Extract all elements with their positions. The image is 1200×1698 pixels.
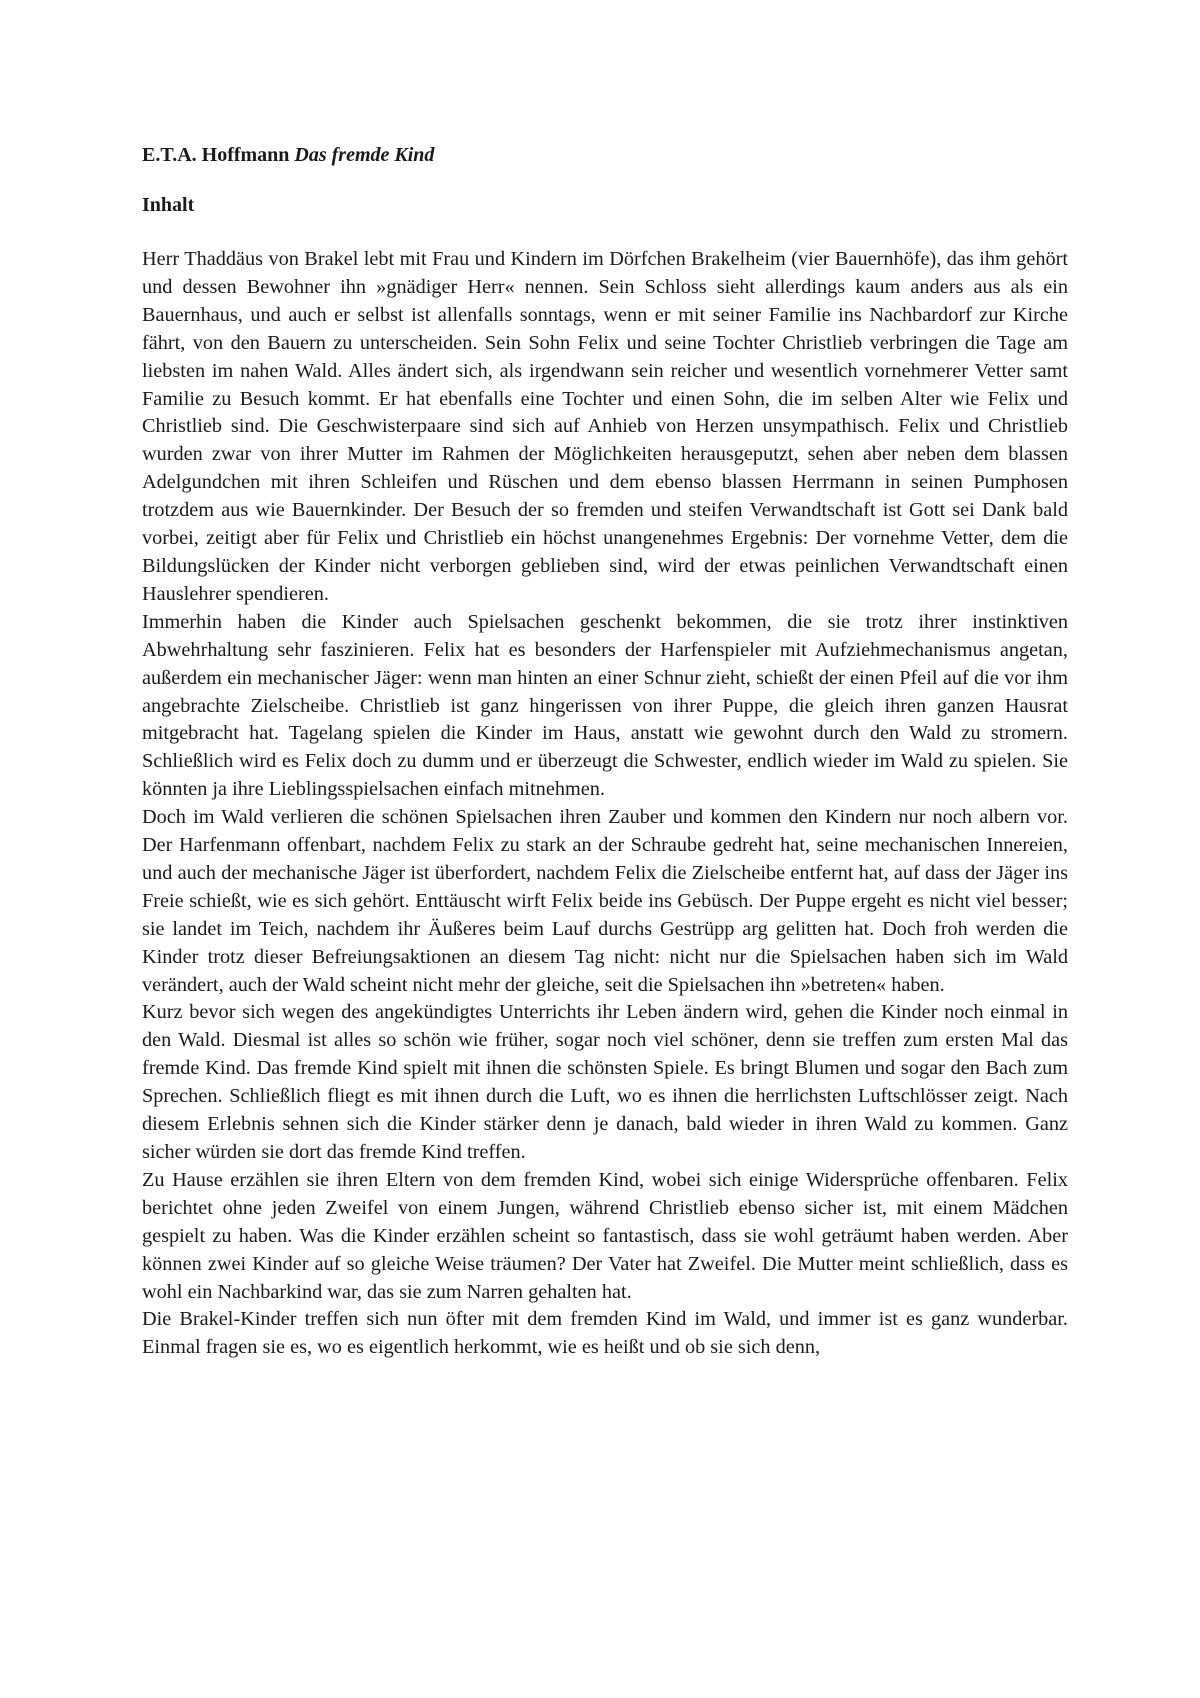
title-author: E.T.A. Hoffmann [142, 144, 290, 166]
paragraph: Immerhin haben die Kinder auch Spielsachen geschenkt bekommen, die sie trotz ihrer instinktiven Abwehrhaltung sehr faszinieren. Felix hat es besonders der Harfenspieler mit Aufziehmechanismus angetan, außerdem ein mechanischer Jäger: wenn man hinten an einer Schnur zieht, schießt der einen Pfeil auf die vor ihm angebrachte Zielscheibe. Christlieb ist ganz hingerissen von ihrer Puppe, die gleich ihren ganzen Hausrat mitgebracht hat. Tagelang spielen die Kinder im Haus, anstatt wie gewohnt durch den Wald zu stromern. Schließlich wird es Felix doch zu dumm und er überzeugt die Schwester, endlich wieder im Wald zu spielen. Sie könnten ja ihre Lieblingsspielsachen einfach mitnehmen. [142, 610, 1068, 801]
paragraph: Herr Thaddäus von Brakel lebt mit Frau und Kindern im Dörfchen Brakelheim (vier Bauernhöfe), das ihm gehört und dessen Bewohner ihn »gnädiger Herr« nennen. Sein Schloss sieht allerdings kaum anders aus als ein Bauernhaus, und auch er selbst ist allenfalls sonntags, wenn er mit seiner Familie ins Nachbardorf zur Kirche fährt, von den Bauern zu unterscheiden. Sein Sohn Felix und seine Tochter Christlieb verbringen die Tage am liebsten im nahen Wald. Alles ändert sich, als irgendwann sein reicher und wesentlich vornehmerer Vetter samt Familie zu Besuch kommt. Er hat ebenfalls eine Tochter und einen Sohn, die im selben Alter wie Felix und Christlieb sind. Die Geschwisterpaare sind sich auf Anhieb von Herzen unsympathisch. Felix und Christlieb wurden zwar von ihrer Mutter im Rahmen der Möglichkeiten herausgeputzt, sehen aber neben dem blassen Adelgundchen mit ihren Schleifen und Rüschen und dem ebenso blassen Herrmann in seinen Pumphosen trotzdem aus wie Bauernkinder. Der Besuch der so fremden und steifen Verwandtschaft ist Gott sei Dank bald vorbei, zeitigt aber für Felix und Christlieb ein höchst unangenehmes Ergebnis: Der vornehme Vetter, dem die Bildungslücken der Kinder nicht verborgen geblieben sind, wird der etwas peinlichen Verwandtschaft einen Hauslehrer spendieren. [142, 248, 1068, 605]
section-heading: Inhalt [142, 194, 195, 216]
paragraph: Zu Hause erzählen sie ihren Eltern von dem fremden Kind, wobei sich einige Widersprüche offenbaren. Felix berichtet ohne jeden Zweifel von einem Jungen, während Christlieb ebenso sicher ist, mit einem Mädchen gespielt zu haben. Was die Kinder erzählen scheint so fantastisch, dass sie wohl geträumt haben werden. Aber können zwei Kinder auf so gleiche Weise träumen? Der Vater hat Zweifel. Die Mutter meint schließlich, dass es wohl ein Nachbarkind war, das sie zum Narren gehalten hat. [142, 1168, 1068, 1303]
paragraph: Kurz bevor sich wegen des angekündigtes Unterrichts ihr Leben ändern wird, gehen die Kinder noch einmal in den Wald. Diesmal ist alles so schön wie früher, sogar noch viel schöner, denn sie treffen zum ersten Mal das fremde Kind. Das fremde Kind spielt mit ihnen die schönsten Spiele. Es bringt Blumen und sogar den Bach zum Sprechen. Schließlich fliegt es mit ihnen durch die Luft, wo es ihnen die herrlichsten Luftschlösser zeigt. Nach diesem Erlebnis sehnen sich die Kinder stärker denn je danach, bald wieder in ihren Wald zu kommen. Ganz sicher würden sie dort das fremde Kind treffen. [142, 1001, 1068, 1163]
document-title [142, 142, 1068, 168]
paragraph: Die Brakel-Kinder treffen sich nun öfter mit dem fremden Kind im Wald, und immer ist es ganz wunderbar. Einmal fragen sie es, wo es eigentlich herkommt, wie es heißt und ob sie sich denn, [142, 1308, 1068, 1359]
title-work: Das fremde Kind [294, 144, 435, 166]
paragraph: Doch im Wald verlieren die schönen Spielsachen ihren Zauber und kommen den Kindern nur noch albern vor. Der Harfenmann offenbart, nachdem Felix zu stark an der Schraube gedreht hat, seine mechanischen Innereien, und auch der mechanische Jäger ist überfordert, nachdem Felix die Zielscheibe entfernt hat, auf dass der Jäger ins Freie schießt, wie es sich gehört. Enttäuscht wirft Felix beide ins Gebüsch. Der Puppe ergeht es nicht viel besser; sie landet im Teich, nachdem ihr Äußeres beim Lauf durchs Gestrüpp arg gelitten hat. Doch froh werden die Kinder trotz dieser Befreiungsaktionen an diesem Tag nicht: nicht nur die Spielsachen haben sich im Wald verändert, auch der Wald scheint nicht mehr der gleiche, seit die Spielsachen ihn »betreten« haben. [142, 806, 1068, 996]
document-page [142, 142, 1068, 1362]
